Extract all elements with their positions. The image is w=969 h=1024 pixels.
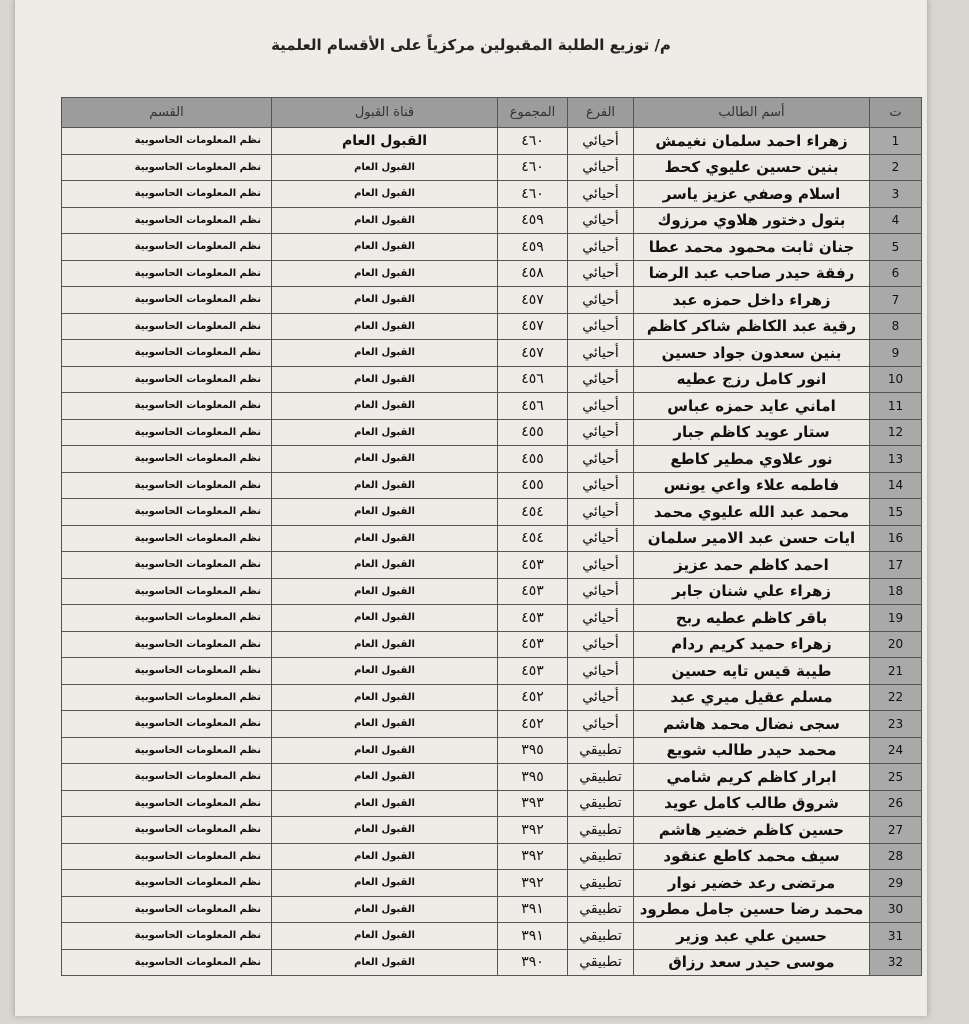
- cell-total: ٤٥٤: [498, 525, 568, 552]
- cell-total: ٣٩٢: [498, 870, 568, 897]
- header-name: أسم الطالب: [634, 98, 870, 128]
- cell-dept: نظم المعلومات الحاسوبية: [62, 870, 272, 897]
- cell-total: ٤٥٧: [498, 340, 568, 367]
- cell-dept: نظم المعلومات الحاسوبية: [62, 207, 272, 234]
- table-row: [62, 419, 922, 446]
- cell-name: باقر كاظم عطيه ربح: [634, 605, 870, 632]
- cell-total: ٤٦٠: [498, 128, 568, 155]
- table-row: [62, 525, 922, 552]
- cell-total: ٤٦٠: [498, 154, 568, 181]
- table-row: [62, 207, 922, 234]
- cell-total: ٤٥٥: [498, 419, 568, 446]
- cell-dept: نظم المعلومات الحاسوبية: [62, 790, 272, 817]
- cell-branch: أحيائي: [568, 181, 634, 208]
- table-row: [62, 472, 922, 499]
- cell-num: 24: [870, 737, 922, 764]
- cell-channel: القبول العام: [272, 446, 498, 473]
- table-row: [62, 658, 922, 685]
- cell-channel: القبول العام: [272, 737, 498, 764]
- cell-num: 19: [870, 605, 922, 632]
- cell-num: 15: [870, 499, 922, 526]
- cell-channel: القبول العام: [272, 552, 498, 579]
- cell-name: سيف محمد كاطع عنقود: [634, 843, 870, 870]
- cell-dept: نظم المعلومات الحاسوبية: [62, 578, 272, 605]
- cell-num: 8: [870, 313, 922, 340]
- cell-dept: نظم المعلومات الحاسوبية: [62, 605, 272, 632]
- table-row: [62, 605, 922, 632]
- table-row: [62, 234, 922, 261]
- cell-dept: نظم المعلومات الحاسوبية: [62, 234, 272, 261]
- cell-num: 9: [870, 340, 922, 367]
- cell-channel: القبول العام: [272, 260, 498, 287]
- table-row: [62, 764, 922, 791]
- cell-branch: أحيائي: [568, 260, 634, 287]
- cell-name: جنان ثابت محمود محمد عطا: [634, 234, 870, 261]
- cell-name: بتول دختور هلاوي مرزوك: [634, 207, 870, 234]
- cell-channel: القبول العام: [272, 340, 498, 367]
- cell-num: 32: [870, 949, 922, 976]
- cell-dept: نظم المعلومات الحاسوبية: [62, 817, 272, 844]
- cell-branch: تطبيقي: [568, 896, 634, 923]
- cell-branch: أحيائي: [568, 393, 634, 420]
- cell-dept: نظم المعلومات الحاسوبية: [62, 287, 272, 314]
- cell-dept: نظم المعلومات الحاسوبية: [62, 340, 272, 367]
- table-header-row: [62, 98, 922, 128]
- cell-name: فاطمه علاء واعي يونس: [634, 472, 870, 499]
- cell-channel: القبول العام: [272, 366, 498, 393]
- cell-dept: نظم المعلومات الحاسوبية: [62, 313, 272, 340]
- cell-dept: نظم المعلومات الحاسوبية: [62, 419, 272, 446]
- cell-total: ٤٦٠: [498, 181, 568, 208]
- header-channel: قناة القبول: [272, 98, 498, 128]
- cell-num: 28: [870, 843, 922, 870]
- table-row: [62, 684, 922, 711]
- cell-name: محمد عبد الله عليوي محمد: [634, 499, 870, 526]
- cell-dept: نظم المعلومات الحاسوبية: [62, 843, 272, 870]
- cell-name: موسى حيدر سعد رزاق: [634, 949, 870, 976]
- cell-total: ٤٥٩: [498, 207, 568, 234]
- cell-name: محمد حيدر طالب شويع: [634, 737, 870, 764]
- cell-name: بنين سعدون جواد حسين: [634, 340, 870, 367]
- table-row: [62, 499, 922, 526]
- cell-channel: القبول العام: [272, 128, 498, 155]
- cell-name: رقية عبد الكاظم شاكر كاظم: [634, 313, 870, 340]
- cell-name: زهراء داخل حمزه عبد: [634, 287, 870, 314]
- cell-name: ستار عويد كاظم جبار: [634, 419, 870, 446]
- header-num: ت: [870, 98, 922, 128]
- table-row: [62, 949, 922, 976]
- cell-channel: القبول العام: [272, 154, 498, 181]
- cell-name: طيبة قيس تايه حسين: [634, 658, 870, 685]
- cell-num: 16: [870, 525, 922, 552]
- cell-name: احمد كاظم حمد عزيز: [634, 552, 870, 579]
- cell-channel: القبول العام: [272, 631, 498, 658]
- cell-channel: القبول العام: [272, 181, 498, 208]
- cell-total: ٤٥٣: [498, 631, 568, 658]
- cell-num: 25: [870, 764, 922, 791]
- cell-branch: أحيائي: [568, 499, 634, 526]
- cell-name: مرتضى رعد خضير نوار: [634, 870, 870, 897]
- cell-branch: أحيائي: [568, 578, 634, 605]
- cell-num: 20: [870, 631, 922, 658]
- cell-branch: تطبيقي: [568, 923, 634, 950]
- cell-channel: القبول العام: [272, 843, 498, 870]
- cell-channel: القبول العام: [272, 684, 498, 711]
- cell-total: ٣٩٢: [498, 843, 568, 870]
- table-row: [62, 896, 922, 923]
- cell-num: 13: [870, 446, 922, 473]
- cell-total: ٣٩٢: [498, 817, 568, 844]
- cell-branch: أحيائي: [568, 128, 634, 155]
- header-total: المجموع: [498, 98, 568, 128]
- table-row: [62, 578, 922, 605]
- cell-total: ٤٥٥: [498, 472, 568, 499]
- cell-name: زهراء حميد كريم ردام: [634, 631, 870, 658]
- cell-name: انور كامل رزج عطيه: [634, 366, 870, 393]
- cell-dept: نظم المعلومات الحاسوبية: [62, 711, 272, 738]
- cell-total: ٤٥٦: [498, 393, 568, 420]
- table-row: [62, 631, 922, 658]
- cell-channel: القبول العام: [272, 949, 498, 976]
- table-row: [62, 340, 922, 367]
- cell-num: 7: [870, 287, 922, 314]
- cell-name: زهراء علي شنان جابر: [634, 578, 870, 605]
- cell-num: 18: [870, 578, 922, 605]
- cell-num: 17: [870, 552, 922, 579]
- cell-total: ٣٩٥: [498, 737, 568, 764]
- cell-num: 2: [870, 154, 922, 181]
- cell-num: 22: [870, 684, 922, 711]
- cell-name: ابرار كاظم كريم شامي: [634, 764, 870, 791]
- cell-name: حسين علي عبد وزير: [634, 923, 870, 950]
- cell-dept: نظم المعلومات الحاسوبية: [62, 737, 272, 764]
- cell-total: ٣٩٣: [498, 790, 568, 817]
- cell-num: 31: [870, 923, 922, 950]
- cell-total: ٣٩١: [498, 923, 568, 950]
- cell-total: ٤٥٧: [498, 287, 568, 314]
- table-body: [62, 128, 922, 976]
- cell-name: مسلم عقيل ميري عبد: [634, 684, 870, 711]
- cell-dept: نظم المعلومات الحاسوبية: [62, 260, 272, 287]
- cell-channel: القبول العام: [272, 419, 498, 446]
- table-row: [62, 393, 922, 420]
- cell-branch: تطبيقي: [568, 737, 634, 764]
- cell-num: 27: [870, 817, 922, 844]
- cell-total: ٤٥٣: [498, 658, 568, 685]
- cell-branch: أحيائي: [568, 154, 634, 181]
- cell-channel: القبول العام: [272, 287, 498, 314]
- table-row: [62, 287, 922, 314]
- cell-name: سجى نضال محمد هاشم: [634, 711, 870, 738]
- cell-name: اماني عايد حمزه عباس: [634, 393, 870, 420]
- table-row: [62, 154, 922, 181]
- cell-dept: نظم المعلومات الحاسوبية: [62, 631, 272, 658]
- cell-channel: القبول العام: [272, 605, 498, 632]
- cell-num: 21: [870, 658, 922, 685]
- cell-name: شروق طالب كامل عويد: [634, 790, 870, 817]
- cell-channel: القبول العام: [272, 896, 498, 923]
- table-row: [62, 817, 922, 844]
- cell-total: ٤٥٥: [498, 446, 568, 473]
- students-table: [61, 97, 922, 976]
- cell-dept: نظم المعلومات الحاسوبية: [62, 366, 272, 393]
- cell-channel: القبول العام: [272, 870, 498, 897]
- cell-branch: أحيائي: [568, 207, 634, 234]
- cell-branch: أحيائي: [568, 446, 634, 473]
- cell-num: 29: [870, 870, 922, 897]
- cell-num: 14: [870, 472, 922, 499]
- cell-num: 12: [870, 419, 922, 446]
- cell-channel: القبول العام: [272, 499, 498, 526]
- table-row: [62, 711, 922, 738]
- cell-branch: أحيائي: [568, 313, 634, 340]
- cell-channel: القبول العام: [272, 313, 498, 340]
- table-row: [62, 128, 922, 155]
- cell-name: بنين حسين عليوي كحط: [634, 154, 870, 181]
- cell-total: ٤٥٦: [498, 366, 568, 393]
- cell-dept: نظم المعلومات الحاسوبية: [62, 923, 272, 950]
- cell-name: ايات حسن عبد الامير سلمان: [634, 525, 870, 552]
- cell-branch: أحيائي: [568, 472, 634, 499]
- cell-dept: نظم المعلومات الحاسوبية: [62, 525, 272, 552]
- table-row: [62, 446, 922, 473]
- cell-name: حسين كاظم خضير هاشم: [634, 817, 870, 844]
- cell-num: 23: [870, 711, 922, 738]
- header-dept: القسم: [62, 98, 272, 128]
- cell-channel: القبول العام: [272, 472, 498, 499]
- cell-branch: تطبيقي: [568, 790, 634, 817]
- cell-dept: نظم المعلومات الحاسوبية: [62, 552, 272, 579]
- table-row: [62, 260, 922, 287]
- table-row: [62, 923, 922, 950]
- cell-channel: القبول العام: [272, 923, 498, 950]
- cell-total: ٤٥٢: [498, 684, 568, 711]
- cell-num: 6: [870, 260, 922, 287]
- cell-dept: نظم المعلومات الحاسوبية: [62, 154, 272, 181]
- cell-dept: نظم المعلومات الحاسوبية: [62, 499, 272, 526]
- cell-channel: القبول العام: [272, 207, 498, 234]
- table-row: [62, 737, 922, 764]
- cell-channel: القبول العام: [272, 817, 498, 844]
- cell-channel: القبول العام: [272, 393, 498, 420]
- cell-num: 5: [870, 234, 922, 261]
- cell-channel: القبول العام: [272, 790, 498, 817]
- table-row: [62, 552, 922, 579]
- cell-channel: القبول العام: [272, 711, 498, 738]
- cell-branch: تطبيقي: [568, 817, 634, 844]
- cell-branch: تطبيقي: [568, 764, 634, 791]
- cell-channel: القبول العام: [272, 234, 498, 261]
- cell-total: ٣٩٥: [498, 764, 568, 791]
- cell-num: 11: [870, 393, 922, 420]
- cell-num: 3: [870, 181, 922, 208]
- document-title: م/ توزيع الطلبة المقبولين مركزياً على الأقسام العلمية: [271, 36, 671, 54]
- cell-dept: نظم المعلومات الحاسوبية: [62, 658, 272, 685]
- cell-branch: أحيائي: [568, 340, 634, 367]
- cell-total: ٤٥٢: [498, 711, 568, 738]
- cell-dept: نظم المعلومات الحاسوبية: [62, 393, 272, 420]
- cell-branch: أحيائي: [568, 234, 634, 261]
- cell-name: اسلام وصفي عزيز ياسر: [634, 181, 870, 208]
- cell-branch: أحيائي: [568, 711, 634, 738]
- cell-total: ٤٥٤: [498, 499, 568, 526]
- cell-total: ٤٥٣: [498, 578, 568, 605]
- cell-num: 30: [870, 896, 922, 923]
- cell-total: ٤٥٧: [498, 313, 568, 340]
- cell-dept: نظم المعلومات الحاسوبية: [62, 896, 272, 923]
- cell-total: ٤٥٣: [498, 605, 568, 632]
- document-page: [14, 0, 928, 1016]
- cell-dept: نظم المعلومات الحاسوبية: [62, 181, 272, 208]
- table-row: [62, 313, 922, 340]
- cell-branch: تطبيقي: [568, 949, 634, 976]
- cell-dept: نظم المعلومات الحاسوبية: [62, 446, 272, 473]
- table-row: [62, 366, 922, 393]
- cell-branch: أحيائي: [568, 525, 634, 552]
- cell-total: ٣٩١: [498, 896, 568, 923]
- cell-channel: القبول العام: [272, 764, 498, 791]
- table-row: [62, 870, 922, 897]
- cell-dept: نظم المعلومات الحاسوبية: [62, 684, 272, 711]
- cell-branch: تطبيقي: [568, 843, 634, 870]
- cell-branch: تطبيقي: [568, 870, 634, 897]
- cell-dept: نظم المعلومات الحاسوبية: [62, 949, 272, 976]
- header-branch: الفرع: [568, 98, 634, 128]
- table-row: [62, 843, 922, 870]
- cell-branch: أحيائي: [568, 658, 634, 685]
- cell-num: 10: [870, 366, 922, 393]
- cell-branch: أحيائي: [568, 605, 634, 632]
- cell-channel: القبول العام: [272, 578, 498, 605]
- cell-name: محمد رضا حسين جامل مطرود: [634, 896, 870, 923]
- cell-name: رفقة حيدر صاحب عبد الرضا: [634, 260, 870, 287]
- table-row: [62, 790, 922, 817]
- cell-branch: أحيائي: [568, 684, 634, 711]
- cell-dept: نظم المعلومات الحاسوبية: [62, 764, 272, 791]
- cell-num: 1: [870, 128, 922, 155]
- cell-channel: القبول العام: [272, 525, 498, 552]
- cell-branch: أحيائي: [568, 287, 634, 314]
- cell-branch: أحيائي: [568, 631, 634, 658]
- cell-name: زهراء احمد سلمان نغيمش: [634, 128, 870, 155]
- cell-total: ٤٥٨: [498, 260, 568, 287]
- cell-total: ٤٥٩: [498, 234, 568, 261]
- cell-total: ٤٥٣: [498, 552, 568, 579]
- cell-name: نور علاوي مطير كاطع: [634, 446, 870, 473]
- table-row: [62, 181, 922, 208]
- cell-dept: نظم المعلومات الحاسوبية: [62, 472, 272, 499]
- cell-branch: أحيائي: [568, 366, 634, 393]
- cell-branch: أحيائي: [568, 552, 634, 579]
- cell-branch: أحيائي: [568, 419, 634, 446]
- cell-total: ٣٩٠: [498, 949, 568, 976]
- cell-dept: نظم المعلومات الحاسوبية: [62, 128, 272, 155]
- cell-num: 26: [870, 790, 922, 817]
- cell-channel: القبول العام: [272, 658, 498, 685]
- cell-num: 4: [870, 207, 922, 234]
